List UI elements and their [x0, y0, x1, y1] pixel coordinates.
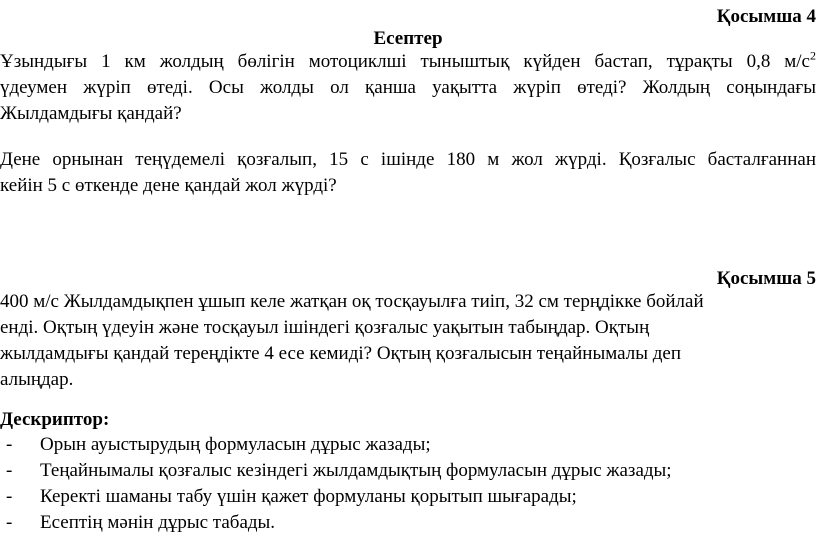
dash-bullet: - — [6, 512, 13, 533]
problem-1-paragraph — [0, 49, 816, 127]
descriptor-item — [0, 432, 672, 458]
problem-3-line-1: 400 м/с Жылдамдықпен ұшып келе жатқан оқ тосқауылға тиіп, 32 см терңдікке бойлай — [0, 291, 704, 312]
descriptor-item-text: Орын ауыстырудың формуласын дұрыс жазады; — [40, 434, 431, 455]
dash-bullet: - — [6, 460, 13, 481]
problem-2-line-2: кейін 5 с өткенде дене қандай жол жүрді? — [0, 175, 337, 196]
descriptor-list — [0, 432, 672, 536]
problem-2-line-1: Дене орнынан теңүдемелі қозғалып, 15 с ішінде 180 м жол жүрді. Қозғалыс басталғаннан — [0, 149, 816, 170]
descriptor-item — [0, 484, 672, 510]
problem-1-line-3: Жылдамдығы қандай? — [0, 103, 182, 124]
descriptor-item — [0, 510, 672, 536]
dash-bullet: - — [6, 434, 13, 455]
problem-3-line-4: алыңдар. — [0, 369, 74, 390]
problem-1-line-1-text: Ұзындығы 1 км жолдың бөлігін мотоциклші тыныштық күйден бастап, тұрақты 0,8 м/с — [0, 51, 810, 72]
descriptor-item-text: Есептің мәнін дұрыс табады. — [40, 512, 276, 533]
descriptor-heading: Дескриптор: — [0, 409, 110, 430]
descriptor-item-text: Керекті шаманы табу үшін қажет формуланы қорытып шығарады; — [40, 486, 577, 507]
problem-1-line-1 — [0, 49, 816, 75]
appendix-4-label: Қосымша 4 — [716, 6, 816, 27]
problem-2-paragraph — [0, 147, 816, 199]
problems-title: Есептер — [373, 28, 443, 49]
appendix-5-label: Қосымша 5 — [716, 268, 816, 289]
problem-3-paragraph — [0, 289, 704, 393]
dash-bullet: - — [6, 486, 13, 507]
superscript-exponent: 2 — [810, 49, 816, 63]
problem-3-line-2: енді. Оқтың үдеуін және тосқауыл ішіндегі қозғалыс уақытын табыңдар. Оқтың — [0, 317, 650, 338]
problem-3-line-3: жылдамдығы қандай тереңдікте 4 есе кемиді? Оқтың қозғалысын теңайнымалы деп — [0, 343, 681, 364]
problem-1-line-2: үдеумен жүріп өтеді. Осы жолды ол қанша уақытта жүріп өтеді? Жолдың соңындағы — [0, 77, 816, 98]
descriptor-item — [0, 458, 672, 484]
descriptor-item-text: Теңайнымалы қозғалыс кезіндегі жылдамдықтың формуласын дұрыс жазады; — [40, 460, 672, 481]
